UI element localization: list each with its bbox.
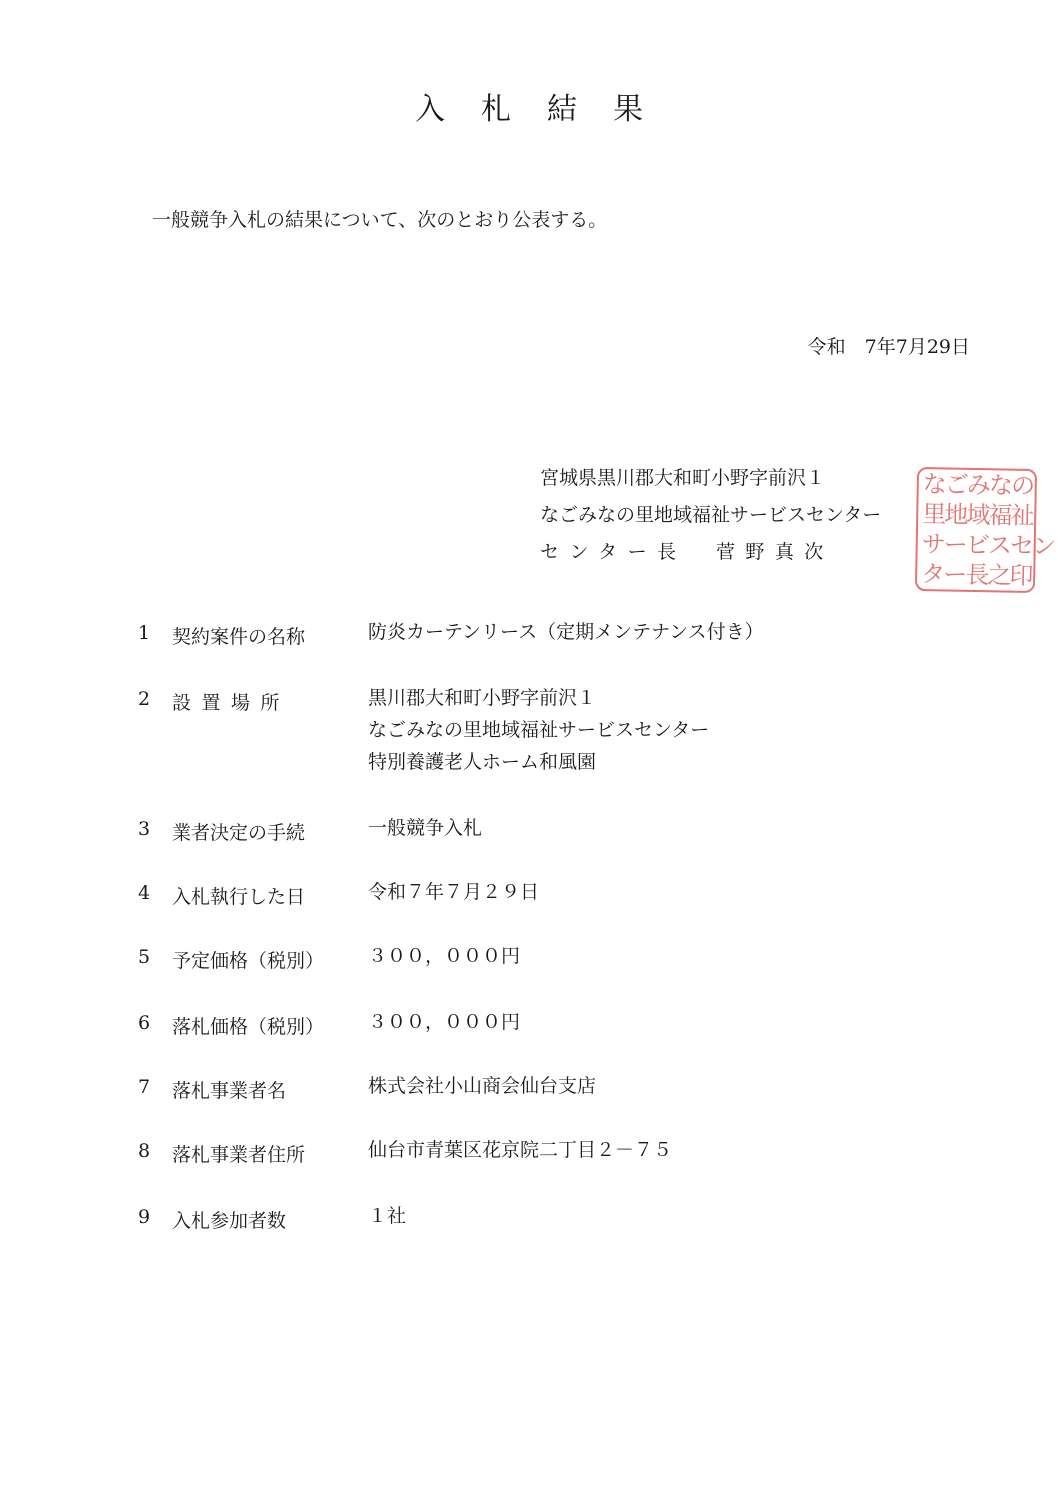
item-value-line: ３００，０００円: [368, 945, 521, 967]
item-label: 入札参加者数: [172, 1210, 287, 1232]
item-number: 8: [137, 1140, 151, 1162]
item-value: [368, 682, 709, 778]
item-label: 入札執行した日: [172, 886, 306, 908]
item-value-line: 仙台市青葉区花京院二丁目２－７５: [368, 1139, 673, 1161]
item-value-line: ３００，０００円: [368, 1011, 521, 1033]
item-number: 9: [137, 1206, 151, 1228]
seal-line: 里地域福祉: [922, 500, 1033, 530]
publication-date: 令和 7年7月29日: [807, 336, 970, 358]
item-value: [368, 876, 539, 908]
item-value: [368, 812, 482, 844]
page-title: 入札結果: [415, 92, 679, 127]
intro-text: 一般競争入札の結果について、次のとおり公表する。: [152, 209, 608, 231]
issuer-title-name: センター長 菅野真次: [540, 541, 834, 563]
issuer-block: [540, 460, 881, 571]
item-label: 契約案件の名称: [172, 626, 306, 648]
item-label: 業者決定の手続: [172, 822, 306, 844]
item-value: [368, 616, 764, 648]
item-number: 1: [137, 622, 151, 644]
item-number: 2: [137, 688, 151, 710]
item-label: 予定価格（税別）: [172, 950, 325, 972]
item-label: 落札事業者住所: [172, 1144, 306, 1166]
item-label: 落札事業者名: [172, 1080, 287, 1102]
seal-line: なごみなの: [922, 470, 1034, 500]
item-number: 4: [137, 882, 151, 904]
official-seal: [915, 467, 1055, 593]
item-value-line: １社: [368, 1205, 407, 1227]
item-number: 7: [137, 1076, 151, 1098]
item-value-line: 特別養護老人ホーム和風園: [368, 751, 597, 773]
item-value: [368, 1200, 406, 1232]
item-value-line: 防炎カーテンリース（定期メンテナンス付き）: [368, 621, 764, 643]
item-value: [368, 1006, 520, 1038]
item-value: [368, 940, 520, 972]
item-number: 3: [137, 818, 151, 840]
item-value-line: なごみなの里地域福祉サービスセンター: [368, 719, 710, 741]
item-value-line: 一般競争入札: [368, 817, 483, 839]
item-number: 6: [137, 1012, 151, 1034]
item-value: [368, 1134, 672, 1166]
item-value-line: 黒川郡大和町小野字前沢１: [368, 687, 597, 709]
item-number: 5: [137, 946, 151, 968]
item-value-line: 令和７年７月２９日: [368, 881, 540, 903]
item-value: [368, 1070, 596, 1102]
item-label: 設置場所: [172, 692, 290, 714]
seal-line: サービスセン: [921, 530, 1055, 561]
seal-line: ター長之印: [920, 560, 1032, 590]
issuer-org: なごみなの里地域福祉サービスセンター: [540, 504, 882, 526]
item-value-line: 株式会社小山商会仙台支店: [368, 1075, 597, 1097]
issuer-address: 宮城県黒川郡大和町小野字前沢１: [540, 467, 826, 489]
item-label: 落札価格（税別）: [172, 1016, 325, 1038]
